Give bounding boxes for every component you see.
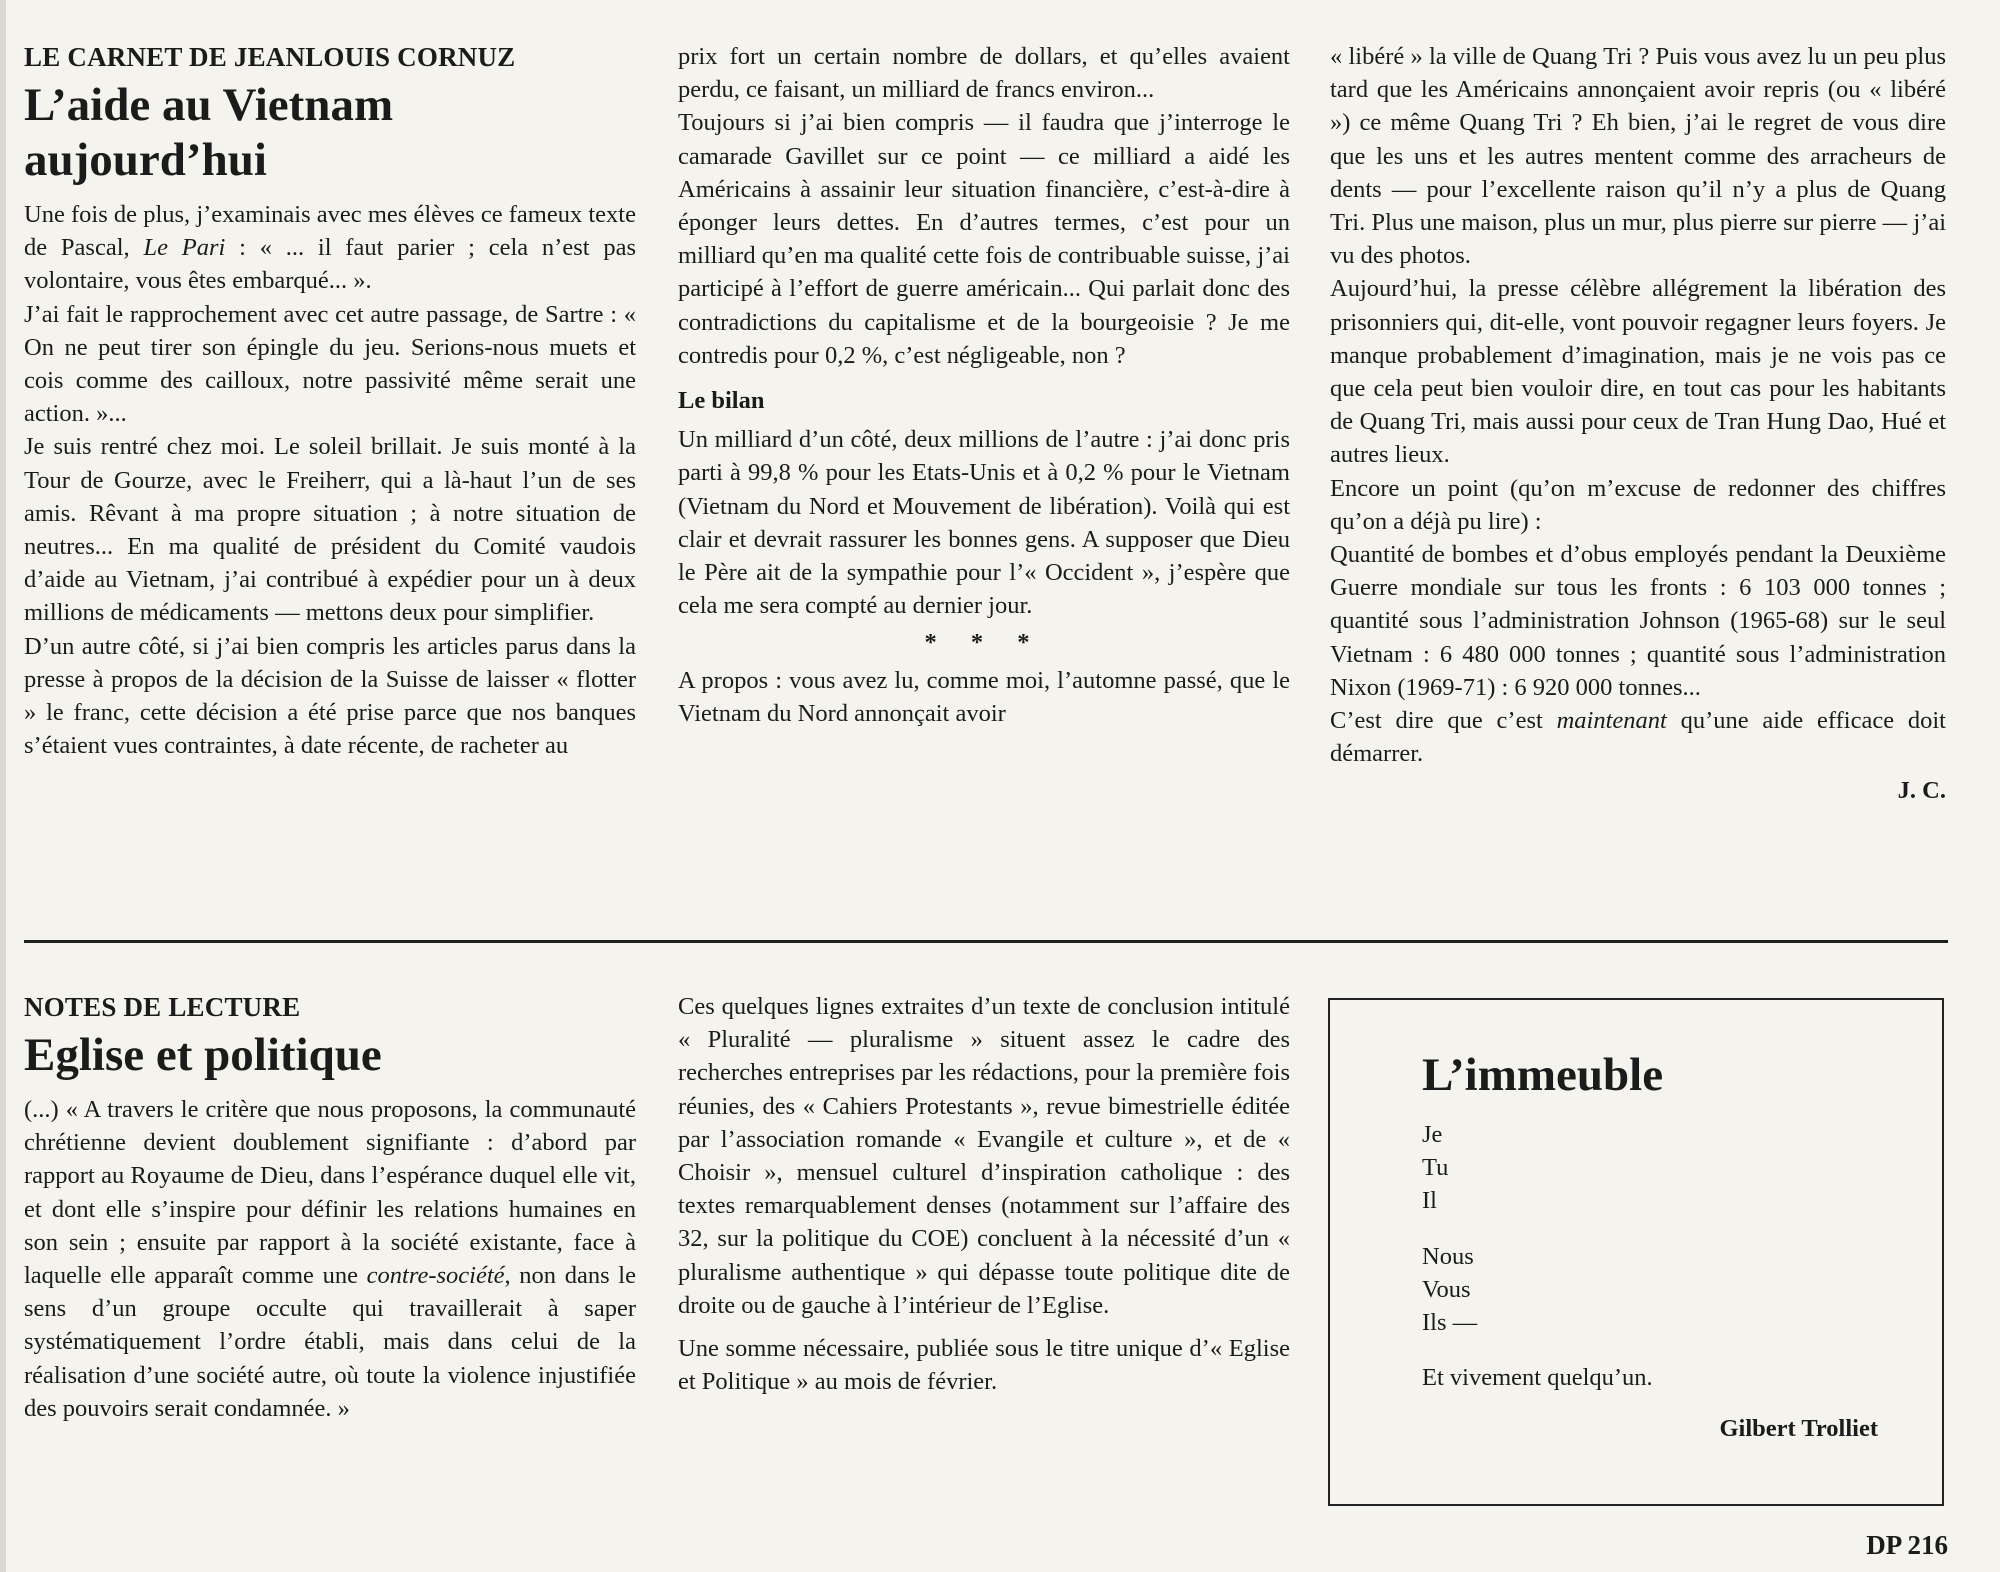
article1-title: L’aide au Vietnam aujourd’hui: [24, 79, 394, 186]
paragraph: Une fois de plus, j’examinais avec mes élèves ce fameux texte de Pascal, Le Pari : « ... il faut parier ; cela n’est pas volontaire, vous êtes embarqué... ».: [24, 201, 637, 295]
article1-column-2: [678, 40, 1290, 730]
section-divider: [24, 940, 1948, 943]
poem-author: Gilbert Trolliet: [1719, 1415, 1878, 1443]
article1-kicker: LE CARNET DE JEANLOUIS CORNUZ: [24, 42, 516, 72]
poem-line: Je: [1422, 1121, 1443, 1148]
paragraph: Une somme nécessaire, publiée sous le titre unique d’« Eglise et Politique » au mois de février.: [678, 1335, 1290, 1396]
paragraph: Encore un point (qu’on m’excuse de redonner des chiffres qu’on a déjà pu lire) :: [1330, 474, 1946, 535]
poem-line: Tu: [1422, 1154, 1449, 1182]
paragraph: (...) « A travers le critère que nous proposons, la communauté chrétienne devient doublement signifiante : d’abord par rapport au Royaume de Dieu, dans l’espérance duquel elle vit, et dont elle s’inspire pour définir les relations humaines en son sein ; ensuite par rapport à la société existante, face à laquelle elle apparaît comme une contre-société, non dans le sens d’un groupe occulte qui travaillerait à saper systématiquement l’ordre établi, mais dans celui de la réalisation d’une société autre, où toute la violence injustifiée des pouvoirs serait condamnée. »: [24, 1096, 636, 1422]
poem-line: Il: [1422, 1187, 1437, 1215]
article2-kicker: NOTES DE LECTURE: [24, 992, 301, 1022]
paragraph: D’un autre côté, si j’ai bien compris les articles parus dans la presse à propos de la décision de la Suisse de laisser « flotter » le franc, cette décision a été prise parce que nos banques s’étaient vues contraintes, à date récente, de racheter au: [24, 632, 636, 760]
article1-column-1: [24, 40, 636, 762]
poem-line: Nous: [1422, 1242, 1474, 1270]
paragraph: Aujourd’hui, la presse célèbre allégrement la libération des prisonniers qui, dit-elle, vont pouvoir regagner leurs foyers. Je manque probablement d’imagination, mais je ne vois pas ce que cela peut bien vouloir dire, en tout cas pour les habitants de Quang Tri, mais aussi pour ceux de Tran Hung Dao, Hué et autres lieux.: [1330, 275, 1946, 469]
paragraph: Toujours si j’ai bien compris — il faudra que j’interroge le camarade Gavillet sur ce point — ce milliard a aidé les Américains à assainir leur situation financière, c’est-à-dire à éponger leurs dettes. En d’autres termes, c’est pour un milliard qu’en ma qualité cette fois de contribuable suisse, j’ai participé à l’effort de guerre américain... Qui parlait donc des contradictions du capitalisme et de la bourgeoisie ? Je me contredis pour 0,2 %, c’est négligeable, non ?: [678, 109, 1290, 369]
paragraph: « libéré » la ville de Quang Tri ? Puis vous avez lu un peu plus tard que les Américains annonçaient avoir repris (ou « libéré ») ce même Quang Tri ? Eh bien, j’ai le regret de vous dire que les uns et les autres mentent comme des arracheurs de dents — pour l’excellente raison qu’il n’y a plus de Quang Tri. Plus une maison, plus un mur, plus pierre sur pierre — j’ai vu des photos.: [1330, 43, 1946, 270]
poem-closing-line: Et vivement quelqu’un.: [1422, 1364, 1653, 1392]
article1-column-3: [1330, 40, 1946, 808]
section-separator-stars: * * *: [924, 629, 1044, 657]
paragraph: Un milliard d’un côté, deux millions de l’autre : j’ai donc pris parti à 99,8 % pour les Etats-Unis et à 0,2 % pour le Vietnam (Vietnam du Nord et Mouvement de libération). Voilà qui est clair et devrait rassurer les bonnes gens. A supposer que Dieu le Père ait de la sympathie pour l’« Occident », j’espère que cela me sera compté au dernier jour.: [678, 426, 1290, 620]
paragraph: prix fort un certain nombre de dollars, et qu’elles avaient perdu, ce faisant, un milliard de francs environ...: [678, 43, 1290, 104]
page-edge: [0, 0, 6, 1572]
paragraph: Je suis rentré chez moi. Le soleil brillait. Je suis monté à la Tour de Gourze, avec le Freiherr, qui a là-haut l’un de ses amis. Rêvant à ma propre situation ; à notre situation de neutres... En ma qualité de président du Comité vaudois d’aide au Vietnam, j’ai contribué à expédier pour un à deux millions de médicaments — mettons deux pour simplifier.: [24, 433, 636, 627]
article2-title: Eglise et politique: [24, 1029, 382, 1081]
paragraph: C’est dire que c’est maintenant qu’une aide efficace doit démarrer.: [1330, 707, 1946, 768]
subheading-le-bilan: Le bilan: [678, 387, 765, 415]
article2-column-2: [678, 990, 1290, 1398]
page-number: DP 216: [1866, 1530, 1948, 1560]
paragraph: J’ai fait le rapprochement avec cet autre passage, de Sartre : « On ne peut tirer son épingle du jeu. Serions-nous muets et cois comme des cailloux, notre passivité même serait une action. »...: [24, 300, 636, 428]
emphasis: maintenant: [1556, 707, 1667, 735]
paragraph: Ces quelques lignes extraites d’un texte de conclusion intitulé « Pluralité — pluralisme » situent assez le cadre des recherches entreprises par les rédactions, pour la première fois réunies, des « Cahiers Protestants », revue bimestrielle éditée par l’association romande « Evangile et culture », et de « Choisir », mensuel culturel d’inspiration catholique : des textes remarquablement denses (notamment sur l’affaire des 32, sur la politique du COE) concluent à la nécessité d’un « pluralisme authentique » qui dépasse toute politique dite de droite ou de gauche à l’intérieur de l’Eglise.: [678, 993, 1290, 1319]
paragraph: Quantité de bombes et d’obus employés pendant la Deuxième Guerre mondiale sur tous les fronts : 6 103 000 tonnes ; quantité sous l’administration Johnson (1965-68) sur le seul Vietnam : 6 480 000 tonnes ; quantité sous l’administration Nixon (1969-71) : 6 920 000 tonnes...: [1330, 541, 1946, 701]
poem-line: Ils —: [1422, 1309, 1478, 1337]
poem-box: [1328, 998, 1944, 1506]
paragraph: A propos : vous avez lu, comme moi, l’automne passé, que le Vietnam du Nord annonçait avoir: [678, 666, 1290, 727]
emphasis: contre-société: [366, 1262, 505, 1290]
poem-title: L’immeuble: [1422, 1049, 1664, 1101]
article1-signature: J. C.: [1897, 777, 1946, 805]
emphasis: Le Pari: [143, 234, 226, 262]
poem-line: Vous: [1422, 1275, 1471, 1303]
article2-column-1: [24, 990, 636, 1425]
poem-body: [1422, 1118, 1882, 1446]
